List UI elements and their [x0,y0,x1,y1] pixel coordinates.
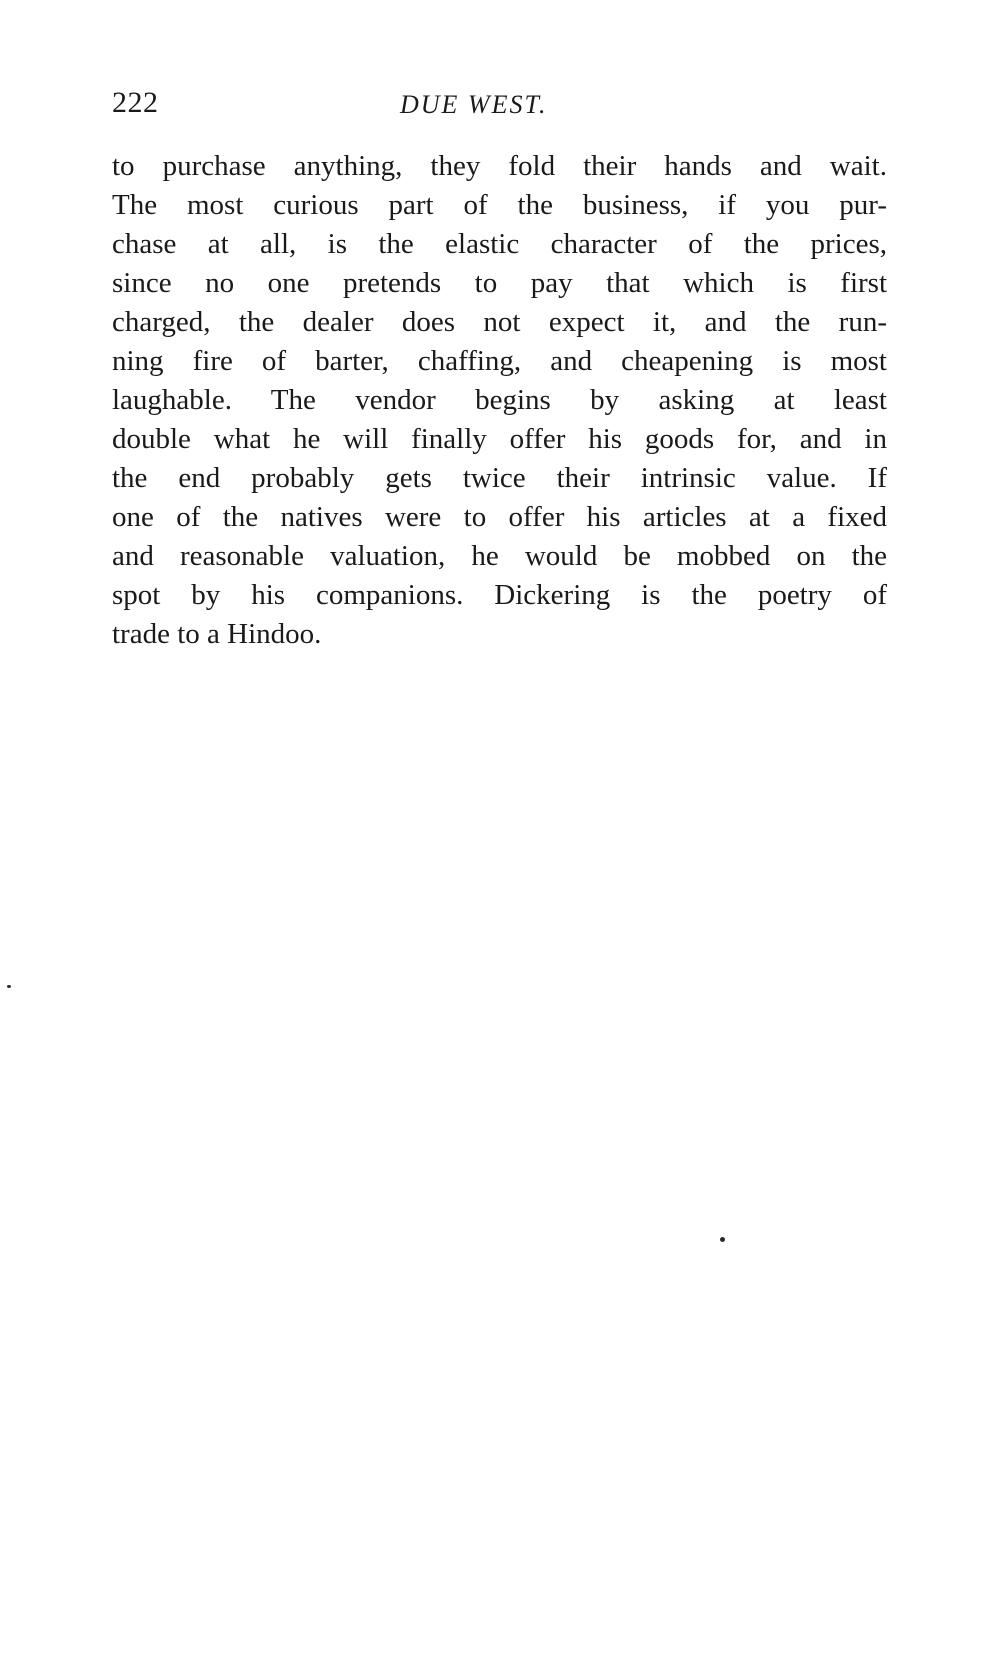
text-line: and reasonable valuation, he would be mobbed on the [112,540,887,572]
text-line: trade to a Hindoo. [112,618,322,650]
text-line: The most curious part of the business, if you pur- [112,189,887,221]
running-title: DUE WEST. [400,90,548,119]
text-line: to purchase anything, they fold their hands and wait. [112,150,887,182]
text-line: the end probably gets twice their intrinsic value. If [112,462,887,494]
text-line: ning fire of barter, chaffing, and cheapening is most [112,345,887,377]
text-line: spot by his companions. Dickering is the poetry of [112,579,887,611]
text-line: since no one pretends to pay that which is first [112,267,887,299]
ink-speck [7,985,11,988]
text-line: charged, the dealer does not expect it, and the run- [112,306,887,338]
text-line: one of the natives were to offer his articles at a fixed [112,501,887,533]
text-line: chase at all, is the elastic character of the prices, [112,228,887,260]
ink-speck [720,1237,725,1242]
text-line: laughable. The vendor begins by asking at least [112,384,887,416]
page-number: 222 [112,86,159,119]
body-text [112,147,887,654]
text-line: double what he will finally offer his goods for, and in [112,423,887,455]
